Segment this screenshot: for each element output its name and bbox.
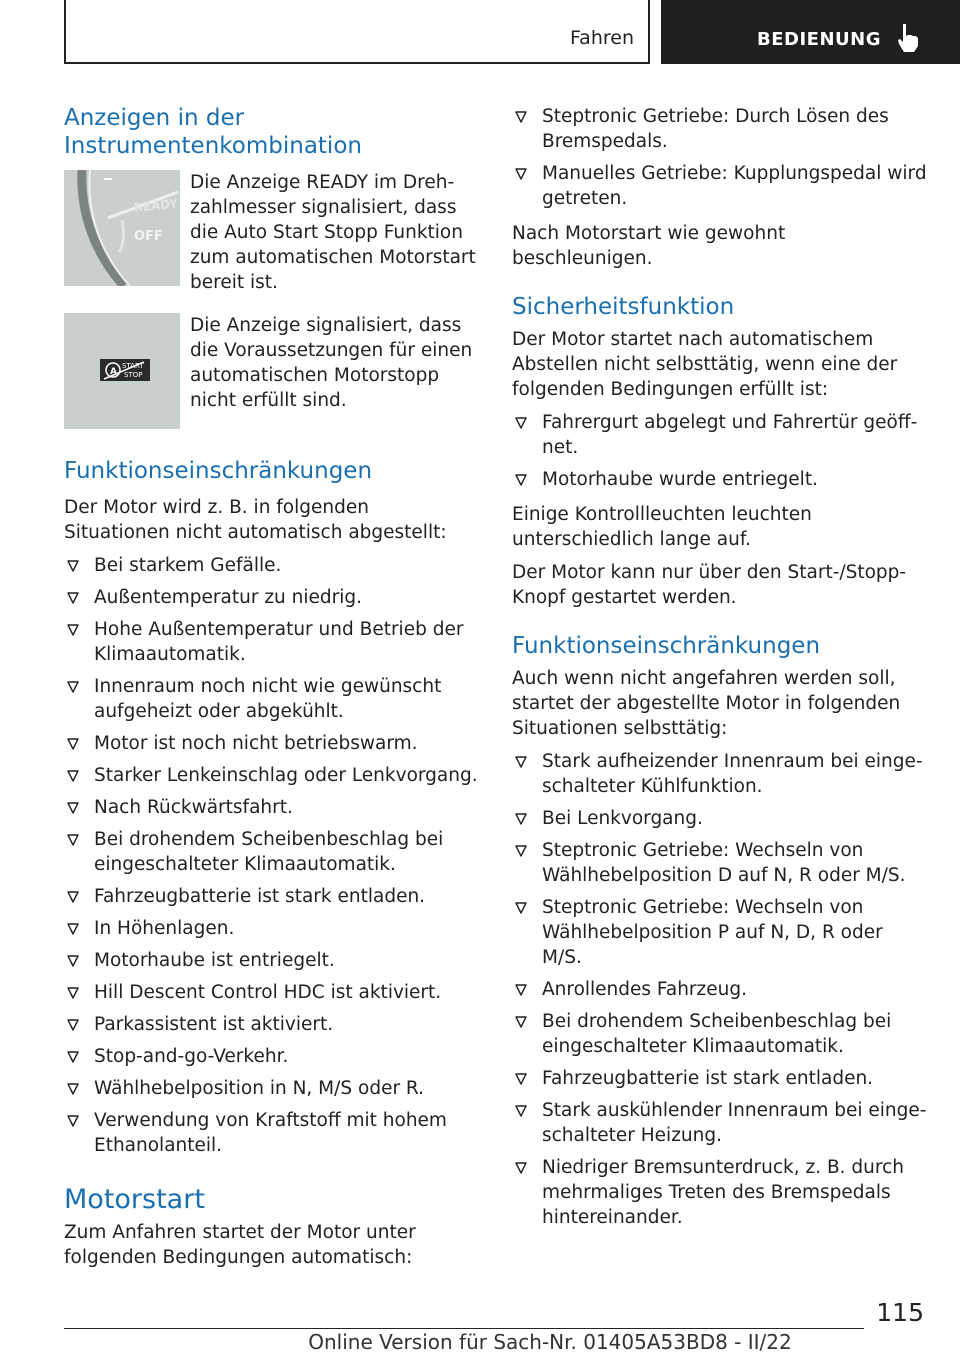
bullet-triangle-icon xyxy=(67,955,79,967)
bullet-triangle-icon xyxy=(515,1073,527,1085)
list-item-text: Wählhebelposition in N, M/S oder R. xyxy=(94,1078,425,1099)
list-item xyxy=(64,763,480,788)
bullet-triangle-icon xyxy=(67,802,79,814)
bullet-triangle-icon xyxy=(67,738,79,750)
list-item xyxy=(64,1076,480,1101)
bullet-triangle-icon xyxy=(67,987,79,999)
start-icon-label: START xyxy=(122,362,144,370)
footer-divider xyxy=(64,1328,864,1329)
rpm-gauge-ready-image xyxy=(64,170,180,286)
list-item xyxy=(64,1044,480,1069)
indicator-startstop xyxy=(64,313,480,429)
list-item xyxy=(512,895,928,970)
online-version-note: Online Version für Sach-Nr. 01405A53BD8 - II/22 xyxy=(308,1330,792,1354)
list-item-text: Hohe Außentemperatur und Betrieb der Klimaautomatik. xyxy=(94,619,464,665)
motorstart-intro: Zum Anfahren startet der Motor unter folgenden Bedingungen automatisch: xyxy=(64,1222,416,1268)
list-item-text: Innenraum noch nicht wie gewünscht aufgeheizt oder abgekühlt. xyxy=(94,676,442,722)
bullet-triangle-icon xyxy=(515,1162,527,1174)
gauge-off-label: OFF xyxy=(134,229,163,244)
list-item xyxy=(512,977,928,1002)
gauge-ready-label: READY xyxy=(132,196,179,215)
list-item xyxy=(64,948,480,973)
safety-list xyxy=(512,410,928,492)
header-chapter-label: BEDIENUNG xyxy=(757,29,881,50)
list-item-text: Manuelles Getriebe: Kupplungspedal wird getreten. xyxy=(542,163,927,209)
bullet-triangle-icon xyxy=(67,681,79,693)
heading-limits-2: Funktionseinschränkungen xyxy=(512,633,821,659)
list-item xyxy=(512,1098,928,1148)
bullet-triangle-icon xyxy=(67,923,79,935)
motorstart-list xyxy=(512,104,928,211)
svg-text:A: A xyxy=(110,367,117,377)
list-item-text: Stop-and-go-Verkehr. xyxy=(94,1046,289,1067)
list-item xyxy=(512,410,928,460)
list-item xyxy=(512,104,928,154)
list-item xyxy=(64,585,480,610)
bullet-triangle-icon xyxy=(67,770,79,782)
list-item-text: Bei starkem Gefälle. xyxy=(94,555,282,576)
header-section-tab xyxy=(64,0,650,64)
bullet-triangle-icon xyxy=(67,624,79,636)
list-item xyxy=(512,838,928,888)
bullet-triangle-icon xyxy=(67,560,79,572)
bullet-triangle-icon xyxy=(515,168,527,180)
list-item-text: Fahrergurt abgelegt und Fahrertür geöffnet. xyxy=(542,412,918,458)
bullet-triangle-icon xyxy=(515,1105,527,1117)
list-item xyxy=(64,980,480,1005)
list-item-text: In Höhenlagen. xyxy=(94,918,235,939)
bullet-triangle-icon xyxy=(67,1051,79,1063)
bullet-triangle-icon xyxy=(515,813,527,825)
heading-indicators: Anzeigen in der Instrumentenkombination xyxy=(64,105,362,159)
bullet-triangle-icon xyxy=(515,984,527,996)
list-item-text: Motorhaube wurde entriegelt. xyxy=(542,469,818,490)
list-item xyxy=(64,795,480,820)
bullet-triangle-icon xyxy=(67,1115,79,1127)
list-item-text: Außentemperatur zu niedrig. xyxy=(94,587,363,608)
bullet-triangle-icon xyxy=(515,474,527,486)
list-item xyxy=(64,617,480,667)
list-item xyxy=(64,827,480,877)
bullet-triangle-icon xyxy=(515,902,527,914)
bullet-triangle-icon xyxy=(515,1016,527,1028)
list-item xyxy=(64,1012,480,1037)
bullet-triangle-icon xyxy=(515,756,527,768)
list-item-text: Hill Descent Control HDC ist aktiviert. xyxy=(94,982,442,1003)
list-item xyxy=(64,674,480,724)
list-item-text: Motorhaube ist entriegelt. xyxy=(94,950,335,971)
bullet-triangle-icon xyxy=(67,1083,79,1095)
safety-note-2: Der Motor kann nur über den Start-/Stopp-Knopf gestartet werden. xyxy=(512,562,907,608)
right-column xyxy=(512,104,928,1240)
list-item-text: Niedriger Bremsunterdruck, z. B. durch mehrmaliges Treten des Bremspedals hintereinander. xyxy=(542,1157,904,1228)
motorstart-after: Nach Motorstart wie gewohnt beschleunigen. xyxy=(512,223,786,269)
list-item xyxy=(64,884,480,909)
page-number: 115 xyxy=(876,1298,924,1327)
limits-intro: Der Motor wird z. B. in folgenden Situationen nicht automatisch abgestellt: xyxy=(64,497,447,543)
list-item xyxy=(64,1108,480,1158)
safety-note-1: Einige Kontrollleuchten leuchten unterschiedlich lange auf. xyxy=(512,504,812,550)
list-item-text: Bei Lenkvorgang. xyxy=(542,808,703,829)
list-item-text: Fahrzeugbatterie ist stark entladen. xyxy=(542,1068,874,1089)
heading-limits: Funktionseinschränkungen xyxy=(64,458,373,484)
list-item xyxy=(512,1009,928,1059)
list-item xyxy=(64,553,480,578)
list-item-text: Bei drohendem Scheibenbeschlag bei eingeschalteter Klimaautomatik. xyxy=(542,1011,892,1057)
header-section-label: Fahren xyxy=(570,27,634,49)
list-item xyxy=(64,916,480,941)
indicator-ready xyxy=(64,170,480,295)
bullet-triangle-icon xyxy=(515,417,527,429)
list-item xyxy=(512,161,928,211)
heading-motorstart: Motorstart xyxy=(64,1184,205,1215)
list-item-text: Steptronic Getriebe: Durch Lösen des Bremspedals. xyxy=(542,106,889,152)
header-chapter-tab xyxy=(661,0,960,64)
list-item xyxy=(512,749,928,799)
list-item-text: Stark auskühlender Innenraum bei eingeschalteter Heizung. xyxy=(542,1100,927,1146)
safety-intro: Der Motor startet nach automatischem Abstellen nicht selbsttätig, wenn eine der folgenden Bedingungen erfüllt ist: xyxy=(512,329,898,400)
list-item-text: Stark aufheizender Innenraum bei eingeschalteter Kühlfunktion. xyxy=(542,751,923,797)
list-item-text: Verwendung von Kraftstoff mit hohem Ethanolanteil. xyxy=(94,1110,447,1156)
bullet-triangle-icon xyxy=(67,1019,79,1031)
start-stop-indicator-image xyxy=(64,313,180,429)
left-column xyxy=(64,104,480,1278)
indicator-startstop-text: Die Anzeige signalisiert, dass die Voraussetzungen für einen automatischen Motorstopp nicht erfüllt sind. xyxy=(190,315,473,411)
limits2-list xyxy=(512,749,928,1230)
list-item-text: Starker Lenkeinschlag oder Lenkvorgang. xyxy=(94,765,478,786)
list-item-text: Steptronic Getriebe: Wechseln von Wählhebelposition P auf N, D, R oder M/S. xyxy=(542,897,883,968)
bullet-triangle-icon xyxy=(67,592,79,604)
bullet-triangle-icon xyxy=(515,845,527,857)
bullet-triangle-icon xyxy=(67,891,79,903)
bullet-triangle-icon xyxy=(515,111,527,123)
heading-safety: Sicherheitsfunktion xyxy=(512,294,735,320)
list-item xyxy=(64,731,480,756)
limits-list xyxy=(64,553,480,1158)
list-item xyxy=(512,467,928,492)
list-item-text: Steptronic Getriebe: Wechseln von Wählhebelposition D auf N, R oder M/S. xyxy=(542,840,906,886)
pointing-hand-icon xyxy=(893,22,925,54)
list-item-text: Anrollendes Fahrzeug. xyxy=(542,979,747,1000)
list-item-text: Fahrzeugbatterie ist stark entladen. xyxy=(94,886,426,907)
list-item xyxy=(512,1155,928,1230)
list-item-text: Bei drohendem Scheibenbeschlag bei eingeschalteter Klimaautomatik. xyxy=(94,829,444,875)
list-item-text: Nach Rückwärtsfahrt. xyxy=(94,797,293,818)
stop-icon-label: STOP xyxy=(124,371,143,379)
list-item-text: Parkassistent ist aktiviert. xyxy=(94,1014,334,1035)
limits2-intro: Auch wenn nicht angefahren werden soll, startet der abgestellte Motor in folgenden Situationen selbsttätig: xyxy=(512,668,901,739)
list-item xyxy=(512,1066,928,1091)
list-item-text: Motor ist noch nicht betriebswarm. xyxy=(94,733,418,754)
indicator-ready-text: Die Anzeige READY im Drehzahlmesser signalisiert, dass die Auto Start Stopp Funktion zum automatischen Motorstart bereit ist. xyxy=(190,172,476,293)
list-item xyxy=(512,806,928,831)
bullet-triangle-icon xyxy=(67,834,79,846)
